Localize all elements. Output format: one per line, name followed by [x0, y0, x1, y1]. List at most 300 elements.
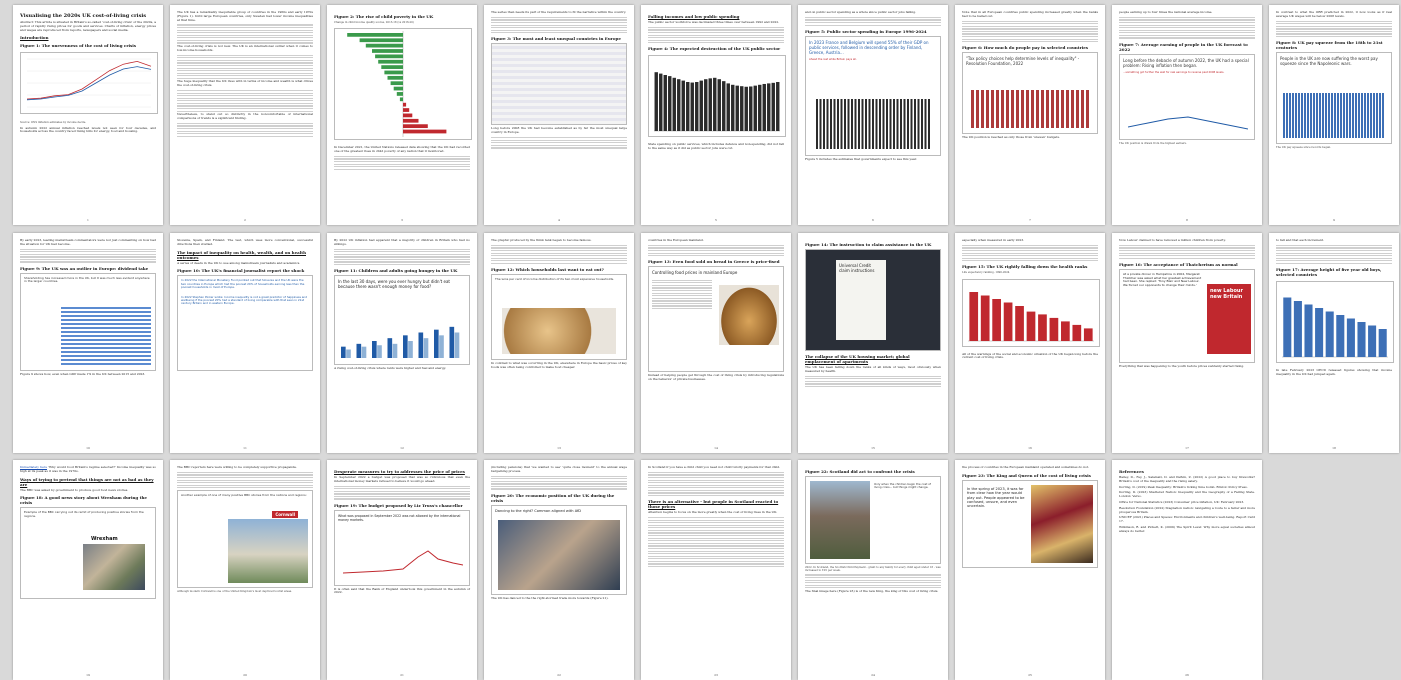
figure-10-quote-2: In 2022 Stephen Pinker wrote: Income inequality is not a great predictor of happiness and wellbeing if the poorest 20% had a standard of living comparable with that seen in 21st century Britain and in eastern Europe. [181, 294, 308, 306]
figure-5-bars [816, 99, 930, 149]
bar [736, 86, 739, 131]
figure-1-title: Figure 1: The unevenness of the cost of living crisis [20, 43, 136, 49]
bar [722, 82, 725, 132]
text-block [1119, 245, 1255, 259]
figure-5-note: Ahead the rest while Britain pays all. [809, 57, 857, 61]
figure-9-quote: Shareholding has increased more in the UK, but it was much less evident anywhere in the larger countries. [24, 275, 150, 284]
text-block [177, 123, 313, 137]
page-23 [641, 460, 791, 680]
figure-6-image [962, 52, 1098, 134]
page-12 [327, 233, 477, 453]
bar [1336, 315, 1344, 357]
figure-8-bars [1283, 93, 1385, 138]
page-10-body-2: Figure 9 shows how, even when GDP made 1% in the UK between 2015 and 2023. [20, 371, 146, 376]
page-13-body-1: The graphic produced by the think tank began to become famous. [491, 238, 592, 242]
bar [400, 98, 403, 102]
bar [655, 73, 658, 132]
page-number: 2 [244, 218, 246, 222]
page-25 [955, 460, 1105, 680]
bar [434, 330, 439, 358]
text-block [491, 137, 627, 149]
figure-18-title: Figure 18: A good news story about Wrexham during the crisis [20, 495, 147, 506]
figure-16-poster-line-2: new Britain [1210, 293, 1243, 300]
page-17 [1112, 233, 1262, 453]
figure-5-image [805, 36, 941, 156]
figure-13-title: Figure 13: Even food sold on bread in Greece is price-fixed [648, 259, 780, 265]
text-block [648, 245, 784, 257]
text-block [177, 472, 313, 489]
page-number: 24 [871, 673, 875, 677]
bar [992, 299, 1001, 341]
page-number: 19 [86, 673, 90, 677]
figure-18-place: Wrexham [91, 536, 118, 543]
page-15-body-1: The UK has been falling down the ranks of all kinds of ways, most obviously when measured by health. [805, 365, 941, 373]
page-number: 26 [1185, 673, 1189, 677]
bar [1061, 321, 1070, 341]
figure-11-title: Figure 11: Children and adults going hungry in the UK [334, 268, 458, 274]
figure-16-image [1119, 269, 1255, 363]
page-9-body-1: In contrast to what the OBR predicted in 2022, it now looks as if real average UK wages will be below 2008 levels. [1276, 10, 1392, 18]
reference-item: Wilkinson, R. and Pickett, K. (2009) The Spirit Level: Why more equal societies almost always do better. [1119, 524, 1255, 533]
section-heading: The impact of inequality on health, wealth, and on health outcomes [177, 249, 306, 260]
figure-19b-image [334, 510, 470, 586]
bar [1368, 326, 1376, 358]
page-21 [327, 460, 477, 680]
page-18 [1269, 233, 1399, 453]
figure-19-place: Cornwall [272, 511, 298, 518]
page-3 [327, 5, 477, 225]
figure-10-quote-1: In 2022 the International Monetary Fund pointed out that Slovenia and the UK were the two countries in Europe which had the poorest 20% of households earning less than the poorest households in most of Europe. [181, 278, 305, 290]
page-19-body-1 [20, 466, 156, 474]
page-number: 13 [557, 446, 561, 450]
text-block [334, 249, 470, 266]
page-2 [170, 5, 320, 225]
page-number: 17 [1185, 446, 1189, 450]
figure-14-sign [836, 260, 886, 340]
text-block [491, 476, 627, 490]
figure-4-bar-chart [648, 55, 786, 137]
bar [1326, 312, 1334, 358]
bar [341, 347, 346, 358]
figure-15-chart-title: Life expectancy ranking, 1990-2024 [962, 271, 1010, 275]
figure-22-title: Figure 22: Scotland did act to confront the crisis [805, 469, 915, 474]
page-number: 11 [243, 446, 247, 450]
figure-6-bars [971, 90, 1089, 128]
page-10 [13, 233, 163, 453]
page-number: 6 [872, 218, 874, 222]
bar [360, 39, 403, 43]
figure-23-royal-photo [1031, 485, 1093, 563]
page-6-caption: Figure 5 includes the estimates that governments expect to see this year. [805, 156, 917, 161]
bar [403, 130, 446, 134]
page-22-body-2: The UK has danced to the the right-stormed trade more towards (Figure 21). [491, 595, 609, 600]
bar [1004, 302, 1013, 341]
page-9 [1269, 5, 1399, 225]
bar [381, 65, 403, 69]
figure-18-town-photo [83, 544, 145, 590]
page-5-body-1: The public sector workforce was decimated three times over between 1992 and 2022. [648, 20, 780, 24]
figure-20-photo [498, 520, 620, 590]
bar [664, 75, 667, 131]
figure-9-image [20, 273, 156, 371]
page-14 [641, 233, 791, 453]
bar [403, 103, 406, 107]
page-number: 16 [1028, 446, 1032, 450]
page-12-body-2: A rising cost-of-living crisis where rents were higher and fuel and energy. [334, 366, 447, 371]
bar [682, 81, 685, 131]
text-block [20, 249, 156, 263]
page-22-body-1: (including pensions) that 'we wanted to see' 'quite close moment' to the annual wage bargaining process. [491, 465, 627, 473]
page-number: 22 [557, 673, 561, 677]
page-25-body-1: the process of countries in the European mainland operated and sometimes do not. [962, 465, 1090, 469]
bar [1050, 318, 1059, 341]
page-23-body-2: Attention begins to focus on the more greatly when the cost of living rises in the UK. [648, 510, 778, 515]
page-22 [484, 460, 634, 680]
figure-20-image [491, 505, 627, 595]
page-number: 8 [1186, 218, 1188, 222]
figure-19-caption: Although modern Cornwall is one of the United Kingdom's most deprived tourist areas. [177, 590, 293, 594]
bar [1315, 308, 1323, 357]
bar [740, 87, 743, 132]
bar [403, 108, 409, 112]
introduction-heading: Introduction [20, 35, 49, 41]
bar [981, 295, 990, 341]
page-14-body-1: countries in the European mainland. [648, 238, 704, 242]
figure-15-bar-chart [962, 279, 1100, 347]
figure-12-image [491, 274, 627, 360]
references-list [1119, 476, 1255, 534]
page-number: 12 [400, 446, 404, 450]
page-23-body-1: In Scotland if you have a child child you need not child tutorly payments for that child. [648, 465, 781, 469]
figure-11-image [334, 275, 470, 365]
bar [749, 87, 752, 132]
bar [362, 347, 367, 358]
bar [372, 49, 403, 53]
figure-17-title: Figure 17: Average height of five year old boys, selected countries [1276, 267, 1382, 278]
figure-16-title: Figure 16: The acceptance of Thatcherism as normal [1119, 261, 1238, 267]
figure-8-quote: People in the UK are now suffering the worst pay squeeze since the Napoleonic wars. [1280, 56, 1378, 67]
reference-item: Office for National Statistics (2023) Consumer price inflation, UK: February 2023. [1119, 499, 1245, 504]
bar [695, 82, 698, 131]
text-block [648, 27, 784, 44]
page-1-body: In autumn 2022 annual inflation reached levels not seen for four decades, and households across the country faced rising bills for energy, food and housing. [20, 125, 156, 134]
bar [372, 341, 377, 358]
figure-18-quote: Example of the BBC carrying out its remit of producing positive stories from the regions. [24, 510, 144, 519]
page-number: 15 [871, 446, 875, 450]
bar [704, 80, 707, 132]
figure-19-quote: Another example of one of many positive BBC stories from the nations and regions: [181, 493, 307, 498]
figure-23-quote: In the spring of 2023, it was far from clear how the year would play out. People appeared to be confused, unsure, and even uncertain. [967, 486, 1025, 509]
bar [384, 71, 403, 75]
bar [377, 346, 382, 359]
figure-9-bars [61, 307, 151, 365]
bar [763, 84, 766, 131]
text-block [962, 21, 1098, 43]
bar [969, 292, 978, 341]
bar [403, 114, 412, 118]
page-8 [1112, 5, 1262, 225]
page-19-body-1-text: 'Why would food Britain's regime selected?' Income inequality was so high at its peak as it was in the 1970s. [20, 465, 156, 473]
text-block [491, 17, 627, 34]
text-block [334, 486, 470, 500]
page-3-body: In December 2021, the United Nations released data showing that the UK had recorded one of the greatest rises in child poverty of any nation that it monitored. [334, 145, 470, 153]
bar [403, 119, 419, 123]
page-19 [13, 460, 163, 680]
page-17-body-2: Everything that was happening to the youth before prices suddenly started rising. [1119, 363, 1245, 368]
page-number: 9 [1333, 218, 1335, 222]
figure-20-quote: Dancing to the right? Common aligned with AfD [495, 508, 582, 513]
page-number: 4 [558, 218, 560, 222]
page-5 [641, 5, 791, 225]
page-1 [13, 5, 163, 225]
page-24-body-1: The final image here (Figure 23) is of the new King, the king of this cost of living crisis. [805, 588, 939, 593]
text-block [648, 517, 784, 567]
page-12-body-1: By 2022 UK inflation had apparent that a majority of children in Britain who had no siblings. [334, 238, 470, 246]
page-11-body-1: Slovenia, Spain, and Finland. The test, which uses more conventional, successful directions then studied. [177, 238, 313, 246]
figure-7-caption: The UK position is drawn from the highest earners. [1119, 141, 1187, 145]
page-15 [798, 233, 948, 453]
page-17-body-1: Now Labour claimed to have removed a million children from poverty. [1119, 238, 1226, 242]
bar [731, 85, 734, 131]
bar [408, 341, 413, 358]
bar [772, 83, 775, 131]
bar [366, 44, 403, 48]
figure-23-image [962, 480, 1098, 568]
page-number: 3 [401, 218, 403, 222]
bar [1357, 322, 1365, 357]
figure-12-food-photo [502, 308, 616, 354]
bar [357, 344, 362, 358]
figure-3-table-image [491, 43, 627, 125]
page-number: 14 [714, 446, 718, 450]
section-heading: Desperate measures to try to addresses the price of prices [334, 469, 465, 474]
bar [394, 87, 403, 91]
page-4 [484, 5, 634, 225]
figure-8-caption: The UK pay squeeze since records began. [1276, 146, 1332, 150]
bar [727, 84, 730, 132]
figure-16-poster [1207, 284, 1251, 354]
figure-1-line-chart [20, 52, 158, 114]
bar [713, 78, 716, 131]
bar [1294, 301, 1302, 357]
page-number: 23 [714, 673, 718, 677]
figure-1-caption: Source: ONS inflation estimates by income decile. [20, 121, 87, 125]
bar [391, 82, 403, 86]
page-number: 18 [1332, 446, 1336, 450]
page-19-body-2: The BBC was asked by government to produce good food news stories. [20, 487, 129, 492]
bar [668, 77, 671, 132]
text-block [334, 156, 470, 170]
page-8-body-1: people earning up to four times the national average income. [1119, 10, 1213, 14]
figure-16-poster-line-1: new Labour [1210, 287, 1243, 294]
figure-22-quote: Only when the children begin the cost of living crisis... but things might change. [874, 482, 931, 490]
figure-13-quote: Controlling food prices in mainland Europe [652, 270, 738, 276]
bar [439, 336, 444, 359]
figure-7-quote: Long before the debacle of autumn 2022, the UK had a special problem: Rising inflation then began. [1123, 57, 1249, 68]
page-20 [170, 460, 320, 680]
bar [403, 336, 408, 359]
bar [673, 78, 676, 131]
section-heading: Ways of trying to pretend that things are not as bad as they are [20, 476, 154, 487]
reference-item: Bailey, D., Fey, J., Salamati, D. and Parkin, Z. (2022) A good place to buy fireworks? Britain's cost of the inequality and the rising salary. [1119, 475, 1255, 483]
text-block [1276, 245, 1392, 264]
bar [424, 338, 429, 358]
page-24 [798, 460, 948, 680]
text-block [177, 55, 313, 79]
figure-17-bar-chart [1276, 281, 1394, 363]
text-block [1276, 21, 1392, 38]
bar [388, 76, 404, 80]
bar [1304, 305, 1312, 358]
figure-14-image [805, 249, 941, 351]
bar [754, 86, 757, 131]
section-heading: There is an alternative - but people in Scotland reacted to those prices [648, 499, 779, 510]
bar [1084, 328, 1093, 341]
bar [419, 333, 424, 359]
figure-23-title: Figure 23: The King and Queen of the cost of living crisis [962, 472, 1091, 478]
bar [450, 327, 455, 358]
bar [700, 81, 703, 131]
figure-16-quote: At a private dinner in Hampshire in 2002, Margaret Thatcher was asked what her greatest achievement had been. She replied: 'Tony Blair and New Labour. We forced our opponents to change their minds.' [1123, 271, 1202, 288]
figure-22-building-photo [810, 481, 870, 559]
bar [403, 124, 428, 128]
text-block [805, 17, 941, 26]
figure-19-image [177, 490, 313, 588]
bar [1072, 325, 1081, 341]
page-21-body-2: It is often said that the Bank of England undertook this government in the autumn of 2022. [334, 586, 470, 595]
page-7-body-1: Note that in all European countries public spending increased greatly when the banks had to be bailed out. [962, 10, 1098, 18]
reference-link[interactable]: Immediately here [20, 465, 48, 469]
figure-5-title: Figure 5: Public sector spending in Europe 1996-2024 [805, 28, 927, 34]
page-10-body-1: By early 2023, leading mainstream commentators were not just commenting on how bad the situation for UK had become. [20, 238, 156, 246]
page-2-body-1: The UK has a remarkably inequitable group of countries in the 1960s and early 1970s (Figure 1). Until large European countries, only Sweden had lower income inequalities at that time. [177, 10, 313, 22]
figure-22-image [805, 476, 941, 564]
page-4-body-2: Long before 2008 the UK had become established as by far the most unequal large country in Europe. [491, 126, 627, 135]
bar [659, 74, 662, 131]
bar [758, 85, 761, 131]
bar [455, 333, 460, 359]
figure-13-image [648, 266, 784, 372]
figure-12-title: Figure 12: Which households last want to eat out? [491, 267, 604, 273]
page-21-body-1: In September 2022 a budget was proposed that was so ridiculous that even the international money markets refused to believe it would go ahead. [334, 475, 470, 483]
figure-19b-line-chart [343, 547, 463, 581]
figure-11-bar-chart [338, 321, 468, 361]
page-13-body-2: In contrast to what was occurring in the UK, elsewhere in Europe the basic prices of key foods was often being controlled to make food cheaper. [491, 361, 627, 369]
page-2-body-4: Nevertheless, to stand out so distinctly in the noncomfortable of international comparisons of trends is a significant finding. [177, 112, 313, 120]
figure-7-title: Figure 7: Average earning of people in the UK forecast to 2022 [1119, 41, 1248, 52]
figure-15-title: Figure 15: The UK rightly falling down the health ranks [962, 264, 1088, 270]
page-4-body-1: The series then needs its part of the requirements to fit the narrative within the country. [491, 10, 627, 14]
figure-9-title: Figure 9: The UK was an outlier in Europe: dividend take [20, 265, 149, 271]
page-6 [798, 5, 948, 225]
bar [1015, 306, 1024, 341]
figure-22-caption: 2022. In Scotland, the Scottish Child Payment - grant to any family for every child aged under 16 - was increased to £25 per week. [805, 566, 941, 573]
figure-14-sign-text: Universal Credit claim instructions [839, 263, 875, 273]
page-2-body-2: The cost-of-living crisis is not new. The UK is an international outlier when it comes to low-income households. [177, 44, 313, 52]
figure-2-title: Figure 2: The rise of child poverty in the UK [334, 14, 434, 19]
bar [776, 82, 779, 131]
figure-19-title: Figure 19: The budget proposed by Liz Truss's chancellor [334, 502, 463, 508]
page-13 [484, 233, 634, 453]
figure-3-title: Figure 3: The most and least unequal countries in Europe [491, 36, 621, 42]
page-7 [955, 5, 1105, 225]
section-heading: The collapse of the UK housing market; global emplacement of apartments [805, 354, 910, 364]
figure-7-line [1128, 105, 1248, 135]
page-6-body-1: and on public sector spending as a whole since public sector jobs falling. [805, 10, 917, 14]
bar [745, 87, 748, 131]
figure-10-image [177, 275, 313, 371]
reference-item: Dorling, D. (2023) Shattered Nation: Inequality and the Geography of a Failing State. London: Verso. [1119, 490, 1255, 499]
figure-4-title: Figure 4: The expected destruction of the UK public sector [648, 46, 781, 52]
page-number: 7 [1029, 218, 1031, 222]
bar [686, 82, 689, 131]
text-block [805, 574, 941, 588]
page-16 [955, 233, 1105, 453]
page-7-body-2: The UK position is reached as only those from 'uneven' budgets. [962, 135, 1060, 140]
page-number: 25 [1028, 673, 1032, 677]
figure-13-text [649, 280, 715, 310]
figure-11-quote: In the last 30 days, were you ever hungry but didn't eat because there wasn't enough money for food? [338, 279, 450, 290]
abstract: Abstract: This article is situated in Britain's so-called 'cost-of-living crisis' of the 2020s, a period of rapidly rising prices for goods and services. Charts of inflation, energy prices and wages are reproduced from reports, newspapers and social media. [20, 20, 156, 32]
bar [677, 80, 680, 132]
bar [346, 350, 351, 359]
text-block [177, 90, 313, 112]
document-title: Visualising the 2020s UK cost-of-living crisis [20, 13, 147, 19]
text-block [805, 376, 941, 388]
bar [718, 80, 721, 132]
page-number: 20 [243, 673, 247, 677]
bar [393, 344, 398, 358]
page-18-body-2: In late February 2023 OECD released figures showing that income inequality in the UK had jumped again. [1276, 368, 1392, 376]
figure-19-coast-photo [228, 519, 308, 583]
page-16-body-2: All of the warnings of the social and economic situation of the UK began long before the current cost of living crisis. [962, 351, 1098, 360]
text-block [491, 245, 627, 264]
page-5-body-2: State spending on public services, which includes defence and non-spending, did not fall to the same way as it did as public sector jobs were cut. [648, 142, 784, 151]
reference-item: Resolution Foundation (2022) Stagnation nation: navigating a route to a fairer and more prosperous Britain. [1119, 505, 1255, 514]
figure-6-title: Figure 6: How much do people pay in selected countries [962, 45, 1089, 51]
figure-7-image [1119, 54, 1255, 140]
page-number: 5 [715, 218, 717, 222]
reference-item: Dorling, D. (2019) Peak Inequality: Britain's ticking time bomb. Bristol: Policy Press. [1119, 484, 1248, 489]
page-number: 21 [400, 673, 404, 677]
figure-2-subtitle: Change in child income quality scores, 2013-18 (vs 2016-20) [334, 21, 414, 24]
page-number: 10 [86, 446, 90, 450]
bar [709, 79, 712, 132]
references-heading: References [1119, 469, 1144, 474]
figure-14-title: Figure 14: The instruction to claim assistance in the UK [805, 242, 932, 247]
page-18-body-1: to fall and that each increment. [1276, 238, 1325, 242]
bar [1347, 319, 1355, 358]
bar [388, 338, 393, 358]
page-26 [1112, 460, 1262, 680]
page-11-body-2: A series of deeds in the UK to use among mainstream journalists and academics. [177, 260, 301, 265]
figure-19b-quote: What was proposed in September 2022 was not allowed by the international money markets. [338, 513, 461, 522]
bar [1027, 311, 1036, 340]
text-block [1119, 17, 1255, 39]
bar [1379, 329, 1387, 357]
figure-20-title: Figure 20: The economic position of the UK during the crisis [491, 492, 615, 503]
bar [1283, 298, 1291, 358]
page-20-body-1: The BBC reporters here were willing to be completely supportive propaganda. [177, 465, 297, 469]
figure-13-bread-photo [719, 285, 779, 345]
bar [378, 60, 403, 64]
figure-12-quote: The wins per cent of income distribution of its two most expensive households. [495, 277, 615, 282]
figure-5-quote: In 2023 France and Belgium will spend 55% of their GDP on public services, followed in descending order by Finland, Greece, Austria... [809, 39, 929, 55]
bar [375, 55, 403, 59]
page-16-body-1: especially when measured in early 2023. [962, 238, 1025, 242]
page-14-body-2: Instead of helping people get through the cost of living crisis by introducing regulations on the behavior of private businesses. [648, 373, 784, 382]
text-block [648, 472, 784, 496]
